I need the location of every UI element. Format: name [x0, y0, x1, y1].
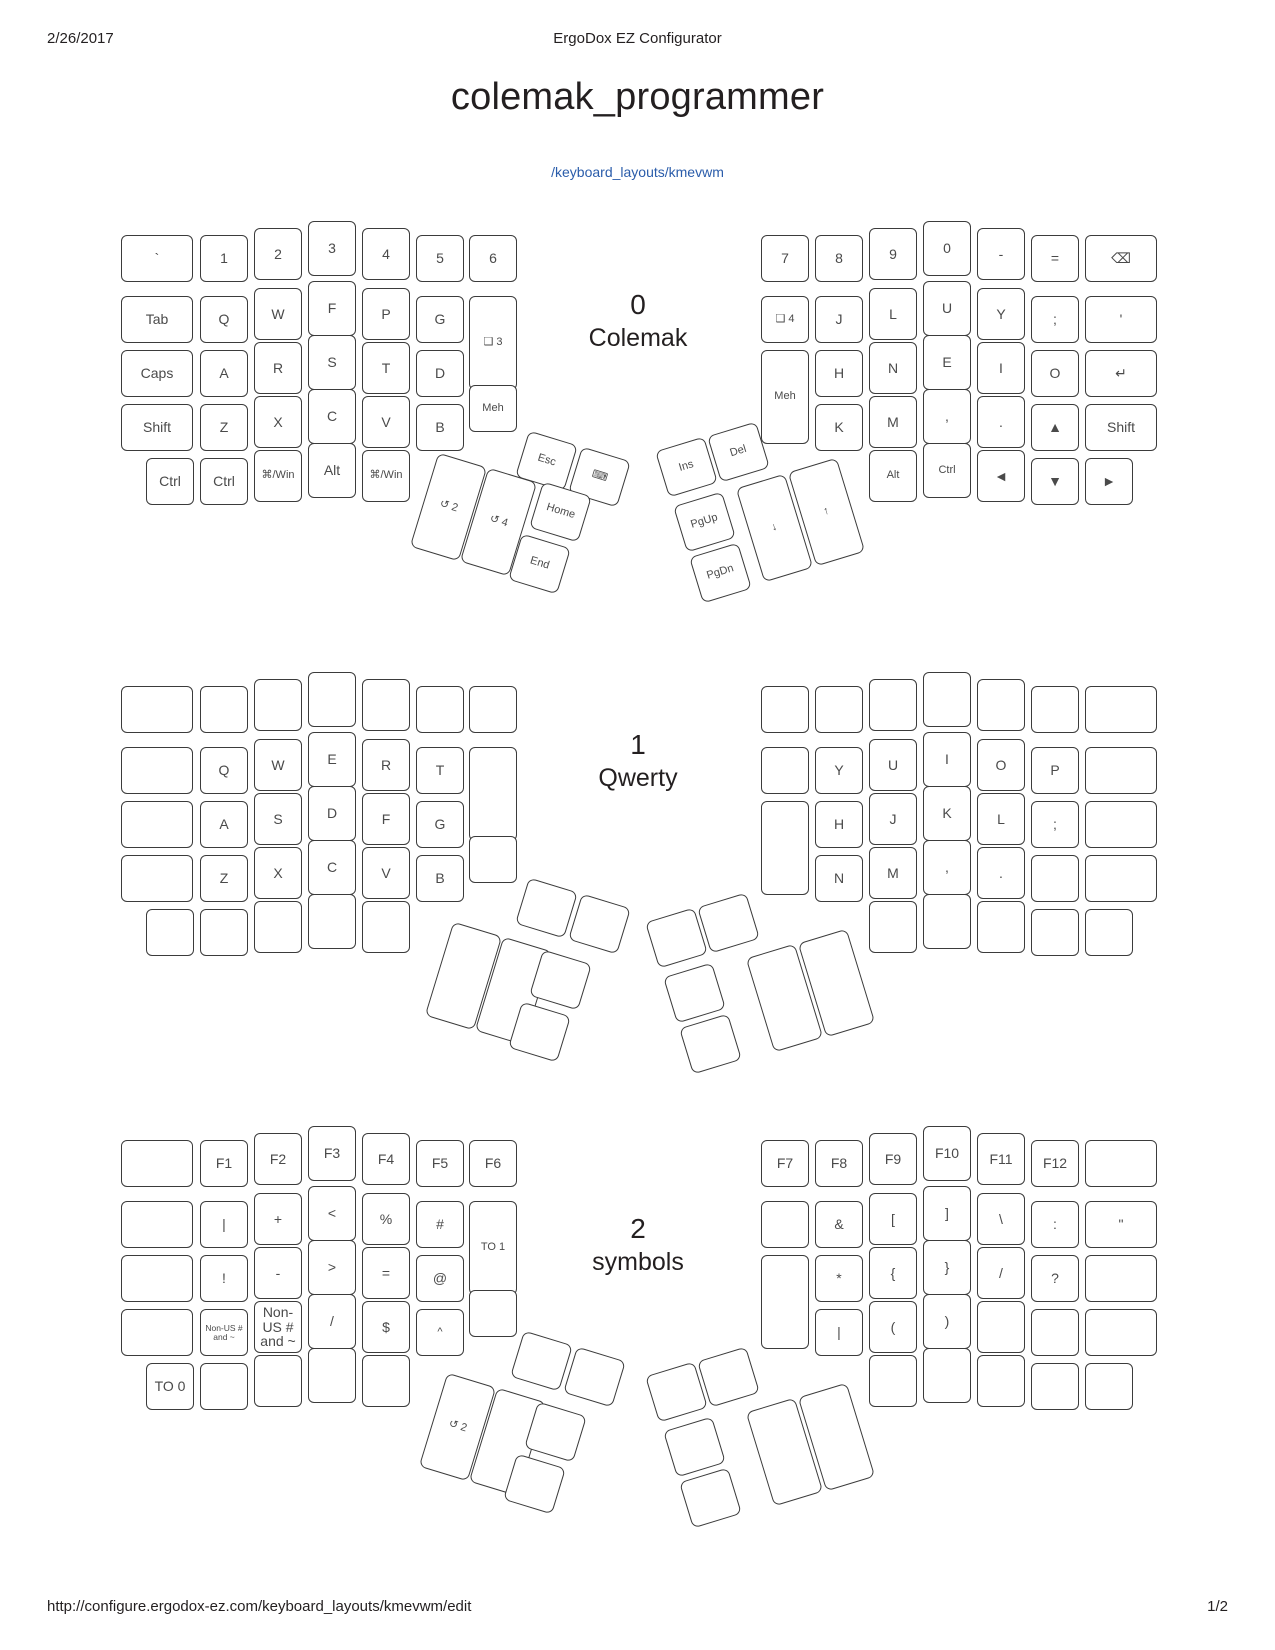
app-title: ErgoDox EZ Configurator [553, 30, 722, 47]
key-l1-r-r4c7[interactable] [1085, 855, 1157, 902]
key-l0-l-r4c3[interactable]: X [254, 396, 302, 448]
key-l0-l-r5c3[interactable]: ⌘/Win [254, 450, 302, 502]
key-l2-l-r1c4[interactable]: F3 [308, 1126, 356, 1181]
key-l2-r-r4c4[interactable]: ) [923, 1294, 971, 1349]
key-l0-r-r3c5[interactable]: I [977, 342, 1025, 394]
key-l0-r-r1c7[interactable]: ⌫ [1085, 235, 1157, 282]
key-l1-l-r4c2[interactable]: Z [200, 855, 248, 902]
key-l1-l-r1c6[interactable] [416, 686, 464, 733]
key-l0-l-r5c2[interactable]: Ctrl [200, 458, 248, 505]
key-l1-r-r2c2[interactable]: Y [815, 747, 863, 794]
key-l2-r-r1c4[interactable]: F10 [923, 1126, 971, 1181]
key-l0-r-r1c5[interactable]: - [977, 228, 1025, 280]
key-l1-r-r5c4[interactable] [923, 894, 971, 949]
key-l1-l-r1c3[interactable] [254, 679, 302, 731]
key-l1-l-r2c5[interactable]: R [362, 739, 410, 791]
key-l0-l-r3c2[interactable]: A [200, 350, 248, 397]
key-l2-l-r4c2[interactable]: Non-US # and ~ [200, 1309, 248, 1356]
key-l2-l-r3c2[interactable]: ! [200, 1255, 248, 1302]
key-l0-l-r1c3[interactable]: 2 [254, 228, 302, 280]
key-l0-lt-3[interactable]: Esc [515, 431, 578, 492]
key-l2-r-r3c2[interactable]: * [815, 1255, 863, 1302]
key-l0-rt-2[interactable]: Del [707, 422, 770, 483]
key-l1-l-r3c5[interactable]: F [362, 793, 410, 845]
key-l0-r-r4c6[interactable]: ▲ [1031, 404, 1079, 451]
key-l0-rt-1[interactable]: Ins [655, 437, 718, 498]
key-l2-rt-4[interactable] [679, 1468, 742, 1529]
key-l1-l-r2c2[interactable]: Q [200, 747, 248, 794]
key-l1-r-r1c4[interactable] [923, 672, 971, 727]
key-l2-l-r3c3[interactable]: - [254, 1247, 302, 1299]
key-l0-l-r2c3[interactable]: W [254, 288, 302, 340]
key-l0-l-r3c6[interactable]: D [416, 350, 464, 397]
key-l2-l-r2c3[interactable]: + [254, 1193, 302, 1245]
key-l0-lt-1[interactable]: ↺ 2 [410, 453, 487, 562]
key-l2-rt-2[interactable] [697, 1347, 760, 1408]
key-l2-r-r2c3[interactable]: [ [869, 1193, 917, 1245]
key-l2-r-r3c5[interactable]: / [977, 1247, 1025, 1299]
key-l0-l-r4c6[interactable]: B [416, 404, 464, 451]
key-l0-l-r3c7[interactable]: Meh [469, 385, 517, 432]
key-l1-l-r3c7[interactable] [469, 836, 517, 883]
key-l0-l-r5c5[interactable]: ⌘/Win [362, 450, 410, 502]
layer-2-label: 2 symbols [592, 1213, 684, 1276]
key-l0-rt-3[interactable]: PgUp [673, 492, 736, 553]
key-l0-l-r1c6[interactable]: 5 [416, 235, 464, 282]
key-l0-l-r3c3[interactable]: R [254, 342, 302, 394]
key-l0-r-r3c7[interactable]: ↵ [1085, 350, 1157, 397]
key-l0-r-r3c6[interactable]: O [1031, 350, 1079, 397]
key-l1-r-r1c1[interactable] [761, 686, 809, 733]
key-l0-l-r2c7[interactable]: ❑ 3 [469, 296, 517, 390]
key-l1-l-r4c3[interactable]: X [254, 847, 302, 899]
key-l1-l-r3c2[interactable]: A [200, 801, 248, 848]
key-l2-r-r1c2[interactable]: F8 [815, 1140, 863, 1187]
key-l0-l-r1c1[interactable]: ` [121, 235, 193, 282]
key-l0-r-r2c2[interactable]: J [815, 296, 863, 343]
key-l1-r-r2c6[interactable]: P [1031, 747, 1079, 794]
key-l1-r-r3c6[interactable]: ; [1031, 801, 1079, 848]
key-l2-r-r4c5[interactable] [977, 1301, 1025, 1353]
key-l0-r-r3c4[interactable]: E [923, 335, 971, 390]
key-l0-rt-4[interactable]: PgDn [689, 543, 752, 604]
key-l1-r-r3c2[interactable]: H [815, 801, 863, 848]
key-l1-l-r4c6[interactable]: B [416, 855, 464, 902]
key-l2-r-r1c7[interactable] [1085, 1140, 1157, 1187]
key-l2-l-r1c2[interactable]: F1 [200, 1140, 248, 1187]
key-l2-l-r1c7[interactable]: F6 [469, 1140, 517, 1187]
key-l0-r-r4c7[interactable]: Shift [1085, 404, 1157, 451]
key-l0-r-r2c3[interactable]: L [869, 288, 917, 340]
key-l1-l-r1c4[interactable] [308, 672, 356, 727]
key-l1-l-r4c5[interactable]: V [362, 847, 410, 899]
key-l2-l-r2c6[interactable]: # [416, 1201, 464, 1248]
key-l2-l-r1c6[interactable]: F5 [416, 1140, 464, 1187]
key-l1-l-r2c4[interactable]: E [308, 732, 356, 787]
key-l1-l-r2c7[interactable] [469, 747, 517, 841]
key-l2-l-r3c6[interactable]: @ [416, 1255, 464, 1302]
key-l2-l-r5c5[interactable] [362, 1355, 410, 1407]
key-l2-r-r2c6[interactable]: : [1031, 1201, 1079, 1248]
key-l1-r-r1c3[interactable] [869, 679, 917, 731]
key-l0-l-r1c7[interactable]: 6 [469, 235, 517, 282]
key-l0-r-r5c4[interactable]: Ctrl [923, 443, 971, 498]
key-l0-lt-4[interactable]: ⌨ [568, 447, 631, 508]
key-l1-rt-3[interactable] [663, 963, 726, 1024]
key-l2-r-r4c3[interactable]: ( [869, 1301, 917, 1353]
key-l1-r-r4c4[interactable]: , [923, 840, 971, 895]
key-l2-r-r2c4[interactable]: ] [923, 1186, 971, 1241]
page-title: colemak_programmer [450, 76, 825, 118]
key-l1-l-r3c1[interactable] [121, 801, 193, 848]
key-l0-l-r2c5[interactable]: P [362, 288, 410, 340]
key-l0-l-r3c5[interactable]: T [362, 342, 410, 394]
key-l0-l-r3c4[interactable]: S [308, 335, 356, 390]
key-l2-r-r5c3[interactable] [869, 1355, 917, 1407]
key-l1-rt-1[interactable] [645, 908, 708, 969]
key-l1-l-r2c6[interactable]: T [416, 747, 464, 794]
key-l1-r-r2c3[interactable]: U [869, 739, 917, 791]
key-l2-r-r1c1[interactable]: F7 [761, 1140, 809, 1187]
key-l0-r-r2c7[interactable]: ' [1085, 296, 1157, 343]
key-l0-rt-5[interactable]: ↓ [736, 474, 813, 583]
key-l1-r-r5c7[interactable] [1085, 909, 1133, 956]
key-l0-lt-6[interactable]: End [508, 534, 571, 595]
key-l2-r-r2c2[interactable]: & [815, 1201, 863, 1248]
key-l2-r-r3c4[interactable]: } [923, 1240, 971, 1295]
key-l0-r-r1c6[interactable]: = [1031, 235, 1079, 282]
key-l0-r-r2c5[interactable]: Y [977, 288, 1025, 340]
key-l1-l-r5c4[interactable] [308, 894, 356, 949]
key-l0-r-r5c5[interactable]: ◄ [977, 450, 1025, 502]
key-l0-r-r2c1[interactable]: ❑ 4 [761, 296, 809, 343]
key-l0-l-r2c1[interactable]: Tab [121, 296, 193, 343]
key-l2-r-r5c7[interactable] [1085, 1363, 1133, 1410]
key-l0-lt-5[interactable]: Home [529, 482, 592, 543]
key-l2-r-r2c5[interactable]: \ [977, 1193, 1025, 1245]
key-l1-r-r3c7[interactable] [1085, 801, 1157, 848]
key-l2-l-r5c1[interactable]: TO 0 [146, 1363, 194, 1410]
key-l0-l-r4c4[interactable]: C [308, 389, 356, 444]
key-l0-r-r1c4[interactable]: 0 [923, 221, 971, 276]
key-l2-l-r4c4[interactable]: / [308, 1294, 356, 1349]
key-l2-r-r3c7[interactable] [1085, 1255, 1157, 1302]
key-l0-r-r5c7[interactable]: ► [1085, 458, 1133, 505]
key-l1-l-r5c1[interactable] [146, 909, 194, 956]
key-l1-r-r4c6[interactable] [1031, 855, 1079, 902]
key-l2-l-r3c7[interactable] [469, 1290, 517, 1337]
page-header [0, 30, 1275, 50]
key-l2-l-r4c1[interactable] [121, 1309, 193, 1356]
key-l0-l-r1c2[interactable]: 1 [200, 235, 248, 282]
key-l2-r-r1c6[interactable]: F12 [1031, 1140, 1079, 1187]
key-l1-l-r1c2[interactable] [200, 686, 248, 733]
key-l0-r-r5c3[interactable]: Alt [869, 450, 917, 502]
key-l1-r-r1c2[interactable] [815, 686, 863, 733]
key-l2-l-r2c2[interactable]: | [200, 1201, 248, 1248]
key-l1-l-r2c3[interactable]: W [254, 739, 302, 791]
key-l0-l-r2c4[interactable]: F [308, 281, 356, 336]
key-l0-l-r5c1[interactable]: Ctrl [146, 458, 194, 505]
key-l2-l-r1c1[interactable] [121, 1140, 193, 1187]
key-l1-lt-4[interactable] [568, 894, 631, 955]
key-l2-r-r3c3[interactable]: { [869, 1247, 917, 1299]
key-l0-l-r4c2[interactable]: Z [200, 404, 248, 451]
key-l0-r-r2c6[interactable]: ; [1031, 296, 1079, 343]
key-l0-lt-2[interactable]: ↺ 4 [460, 468, 537, 577]
key-l2-r-r2c1[interactable] [761, 1201, 809, 1248]
key-l2-r-r5c4[interactable] [923, 1348, 971, 1403]
key-l2-r-r3c6[interactable]: ? [1031, 1255, 1079, 1302]
key-l2-lt-4[interactable] [563, 1347, 626, 1408]
key-l1-l-r1c7[interactable] [469, 686, 517, 733]
key-l1-r-r4c3[interactable]: M [869, 847, 917, 899]
key-l2-r-r5c5[interactable] [977, 1355, 1025, 1407]
key-l1-lt-3[interactable] [515, 878, 578, 939]
key-l1-r-r1c6[interactable] [1031, 686, 1079, 733]
key-l2-r-r4c6[interactable] [1031, 1309, 1079, 1356]
key-l1-r-r4c5[interactable]: . [977, 847, 1025, 899]
key-l1-l-r3c4[interactable]: D [308, 786, 356, 841]
key-l1-l-r5c5[interactable] [362, 901, 410, 953]
key-l1-r-r2c5[interactable]: O [977, 739, 1025, 791]
page-number: 1/2 [1207, 1598, 1228, 1615]
key-l1-r-r3c5[interactable]: L [977, 793, 1025, 845]
key-l0-r-r3c3[interactable]: N [869, 342, 917, 394]
key-l2-l-r2c7[interactable]: TO 1 [469, 1201, 517, 1295]
key-l1-r-r5c6[interactable] [1031, 909, 1079, 956]
key-l2-lt-1[interactable]: ↺ 2 [419, 1373, 496, 1482]
key-l0-r-r4c3[interactable]: M [869, 396, 917, 448]
key-l2-l-r2c4[interactable]: < [308, 1186, 356, 1241]
key-l0-r-r4c4[interactable]: , [923, 389, 971, 444]
key-l2-r-r2c7[interactable]: " [1085, 1201, 1157, 1248]
print-date: 2/26/2017 [47, 30, 114, 47]
key-l0-r-r4c2[interactable]: K [815, 404, 863, 451]
key-l0-l-r4c5[interactable]: V [362, 396, 410, 448]
key-l0-r-r4c5[interactable]: . [977, 396, 1025, 448]
key-l0-l-r3c1[interactable]: Caps [121, 350, 193, 397]
key-l0-r-r1c2[interactable]: 8 [815, 235, 863, 282]
key-l2-l-r3c4[interactable]: > [308, 1240, 356, 1295]
key-l2-l-r5c3[interactable] [254, 1355, 302, 1407]
key-l0-r-r3c1[interactable]: Meh [761, 350, 809, 444]
key-l2-lt-3[interactable] [510, 1331, 573, 1392]
key-l1-r-r3c4[interactable]: K [923, 786, 971, 841]
key-l2-r-r3c1[interactable] [761, 1255, 809, 1349]
key-l1-l-r2c1[interactable] [121, 747, 193, 794]
key-l1-r-r3c1[interactable] [761, 801, 809, 895]
key-l1-r-r4c2[interactable]: N [815, 855, 863, 902]
key-l1-l-r4c4[interactable]: C [308, 840, 356, 895]
key-l1-l-r3c3[interactable]: S [254, 793, 302, 845]
key-l1-r-r2c1[interactable] [761, 747, 809, 794]
key-l0-l-r4c1[interactable]: Shift [121, 404, 193, 451]
key-l1-l-r1c1[interactable] [121, 686, 193, 733]
key-l2-l-r1c5[interactable]: F4 [362, 1133, 410, 1185]
key-l2-r-r4c2[interactable]: | [815, 1309, 863, 1356]
key-l2-l-r2c5[interactable]: % [362, 1193, 410, 1245]
key-l2-rt-3[interactable] [663, 1417, 726, 1478]
key-l0-rt-6[interactable]: ↑ [788, 458, 865, 567]
key-l2-l-r1c3[interactable]: F2 [254, 1133, 302, 1185]
key-l1-r-r5c5[interactable] [977, 901, 1025, 953]
key-l1-r-r2c4[interactable]: I [923, 732, 971, 787]
key-l2-l-r3c5[interactable]: = [362, 1247, 410, 1299]
key-l1-l-r4c1[interactable] [121, 855, 193, 902]
key-l2-l-r4c3[interactable]: Non-US # and ~ [254, 1301, 302, 1353]
key-l1-l-r5c3[interactable] [254, 901, 302, 953]
layout-permalink[interactable]: /keyboard_layouts/kmevwm [551, 164, 724, 180]
key-l2-r-r4c7[interactable] [1085, 1309, 1157, 1356]
key-l1-r-r1c5[interactable] [977, 679, 1025, 731]
key-l2-r-r1c5[interactable]: F11 [977, 1133, 1025, 1185]
key-l2-r-r5c6[interactable] [1031, 1363, 1079, 1410]
key-l2-l-r4c6[interactable]: ^ [416, 1309, 464, 1356]
key-l2-rt-1[interactable] [645, 1362, 708, 1423]
key-l2-l-r2c1[interactable] [121, 1201, 193, 1248]
key-l0-r-r2c4[interactable]: U [923, 281, 971, 336]
key-l1-rt-4[interactable] [679, 1014, 742, 1075]
key-l0-l-r1c4[interactable]: 3 [308, 221, 356, 276]
layer-0-label: 0 Colemak [588, 289, 688, 352]
key-l1-l-r5c2[interactable] [200, 909, 248, 956]
key-l1-r-r5c3[interactable] [869, 901, 917, 953]
page-footer [0, 1598, 1275, 1618]
key-l0-r-r1c1[interactable]: 7 [761, 235, 809, 282]
layer-1-label: 1 Qwerty [598, 729, 678, 792]
key-l2-l-r4c5[interactable]: $ [362, 1301, 410, 1353]
key-l0-r-r1c3[interactable]: 9 [869, 228, 917, 280]
key-l1-l-r3c6[interactable]: G [416, 801, 464, 848]
key-l0-r-r5c6[interactable]: ▼ [1031, 458, 1079, 505]
key-l2-l-r3c1[interactable] [121, 1255, 193, 1302]
key-l1-r-r3c3[interactable]: J [869, 793, 917, 845]
key-l0-l-r1c5[interactable]: 4 [362, 228, 410, 280]
key-l0-l-r5c4[interactable]: Alt [308, 443, 356, 498]
footer-url[interactable]: http://configure.ergodox-ez.com/keyboard_layouts/kmevwm/edit [47, 1598, 472, 1615]
key-l0-l-r2c2[interactable]: Q [200, 296, 248, 343]
key-l0-r-r3c2[interactable]: H [815, 350, 863, 397]
key-l1-r-r2c7[interactable] [1085, 747, 1157, 794]
key-l2-l-r5c4[interactable] [308, 1348, 356, 1403]
key-l1-l-r1c5[interactable] [362, 679, 410, 731]
key-l1-r-r1c7[interactable] [1085, 686, 1157, 733]
key-l1-rt-2[interactable] [697, 893, 760, 954]
key-l2-r-r1c3[interactable]: F9 [869, 1133, 917, 1185]
key-l0-l-r2c6[interactable]: G [416, 296, 464, 343]
key-l2-l-r5c2[interactable] [200, 1363, 248, 1410]
